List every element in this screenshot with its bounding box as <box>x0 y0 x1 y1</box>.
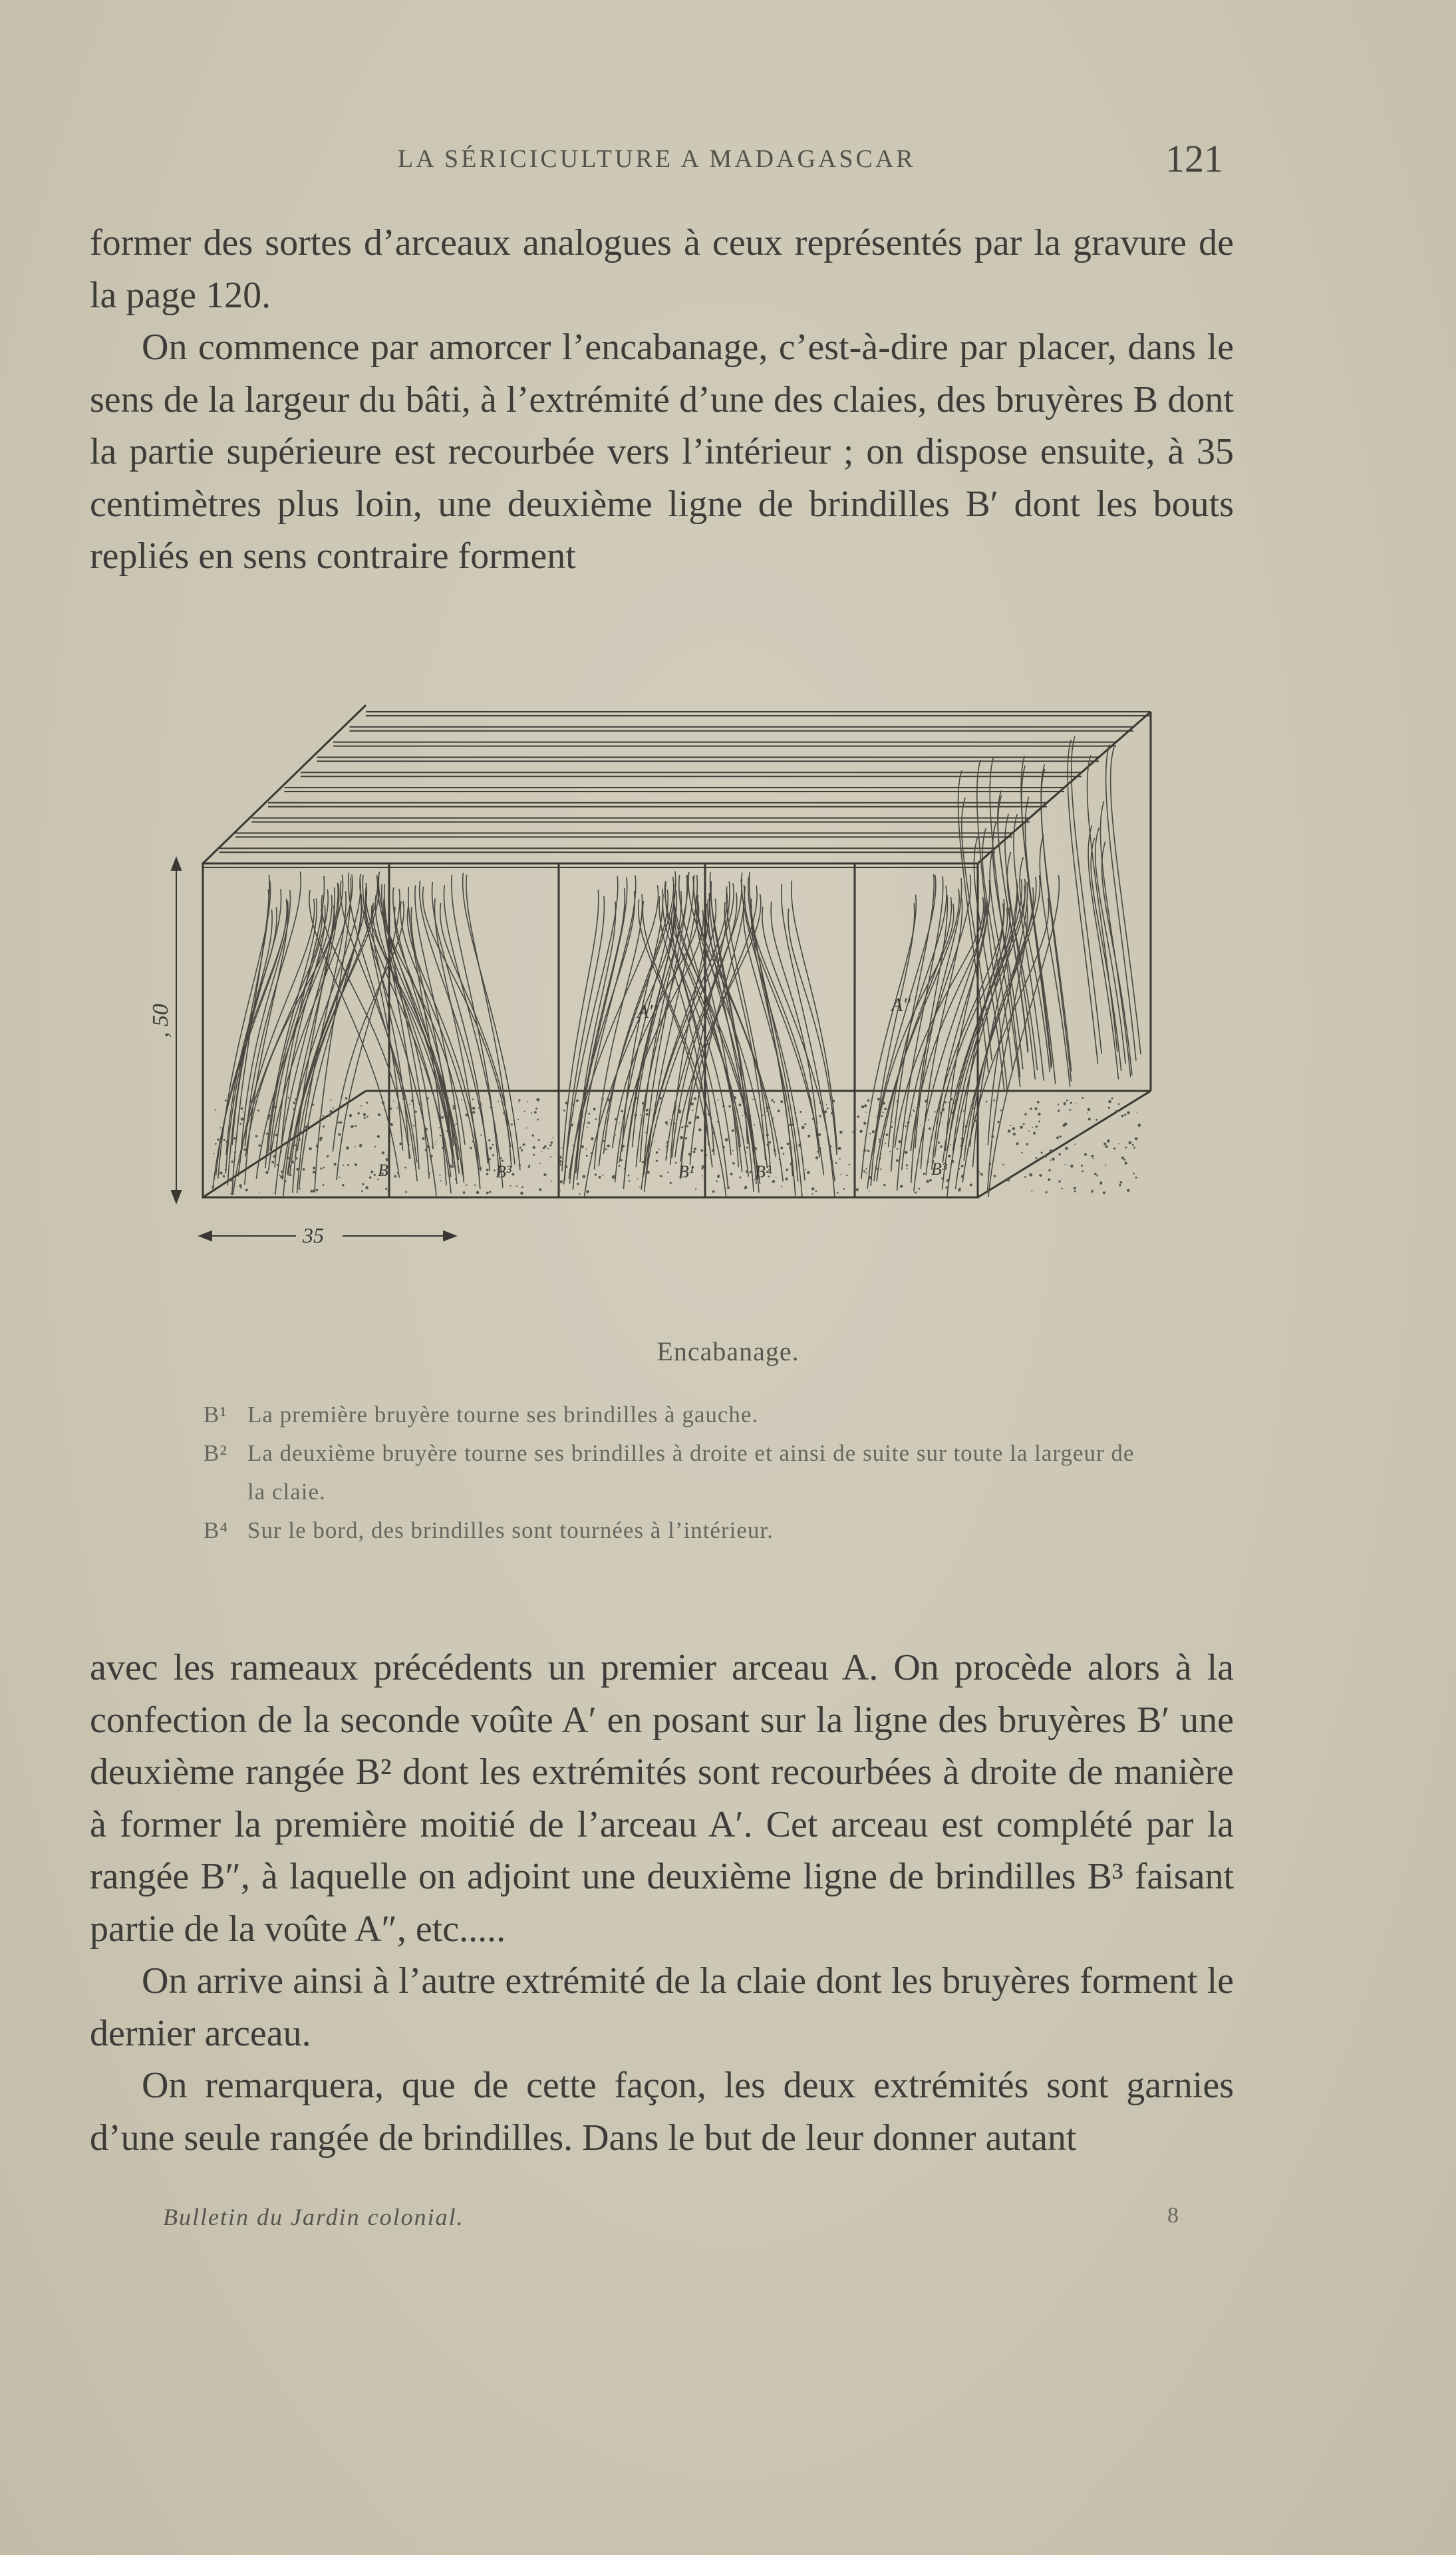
label-b3: B³ <box>496 1162 511 1181</box>
paragraph: On remarquera, que de cette façon, les deux extrémités sont garnies d’une seule rangée de brindilles. Dans le but de leur donner autant <box>90 2065 1234 2159</box>
legend-item <box>204 1396 1155 1434</box>
legend-text: La première bruyère tourne ses brindilles à gauche. <box>247 1402 759 1428</box>
text-block-top <box>90 217 1234 583</box>
encabanage-illustration <box>148 692 1164 1290</box>
legend-text: La deuxième bruyère tourne ses brindilles à droite et ainsi de suite sur toute la largeur de la claie. <box>247 1440 1135 1505</box>
legend-key: B⁴ <box>204 1517 229 1543</box>
text-block-bottom <box>90 1642 1234 2164</box>
running-title: LA SÉRICICULTURE A MADAGASCAR <box>398 145 916 173</box>
label-b2: B² <box>755 1162 771 1181</box>
page-number: 121 <box>1165 137 1223 180</box>
label-a-prime: A′ <box>637 1002 653 1022</box>
signature-mark: 8 <box>1167 2203 1179 2228</box>
journal-title: Bulletin du Jardin colonial. <box>163 2204 464 2230</box>
page-footer <box>0 2203 1456 2243</box>
legend-item <box>204 1511 1155 1550</box>
label-a-double-prime: A″ <box>891 995 911 1016</box>
legend-key: B² <box>204 1440 227 1466</box>
paragraph: On commence par amorcer l’encabanage, c’est-à-dire par placer, dans le sens de la largeur du bâti, à l’extrémité d’une des claies, des bruyères B dont la partie supérieure est recourbée vers l’intérieur ; on dispose ensuite, à 35 centimètres plus loin, une deuxième ligne de brindilles B′ dont les bouts repliés en sens contraire forment <box>90 327 1234 577</box>
encabanage-figure <box>148 692 1164 1290</box>
legend-item <box>204 1434 1155 1511</box>
figure-legend <box>204 1396 1155 1550</box>
label-b: B <box>378 1161 388 1180</box>
height-dimension <box>172 858 181 1203</box>
claie-slats <box>203 712 1151 867</box>
brindilles <box>213 736 1141 1197</box>
paragraph: former des sortes d’arceaux analogues à ceux représentés par la gravure de la page 120. <box>90 222 1234 316</box>
page-header <box>0 136 1456 190</box>
figure-caption: Encabanage. <box>656 1336 800 1366</box>
legend-text: Sur le bord, des brindilles sont tournées à l’intérieur. <box>247 1517 774 1543</box>
paragraph: On arrive ainsi à l’autre extrémité de la claie dont les bruyères forment le dernier arceau. <box>90 1960 1234 2054</box>
width-label: 35 <box>303 1223 324 1247</box>
paragraph: avec les rameaux précédents un premier arceau A. On procède alors à la confection de la seconde voûte A′ en posant sur la ligne des bruyères B′ une deuxième rangée B² dont les extrémités sont recourbées à droite de manière à former la première moitié de l’arceau A′. Cet arceau est complété par la rangée B″, à laquelle on adjoint une deuxième ligne de brindilles B³ faisant partie de la voûte A″, etc..... <box>90 1647 1234 1950</box>
label-b3-right: B³ <box>931 1159 947 1179</box>
legend-key: B¹ <box>204 1402 227 1428</box>
label-b1: B¹ <box>678 1162 694 1181</box>
height-label: , 50 <box>148 1004 173 1038</box>
